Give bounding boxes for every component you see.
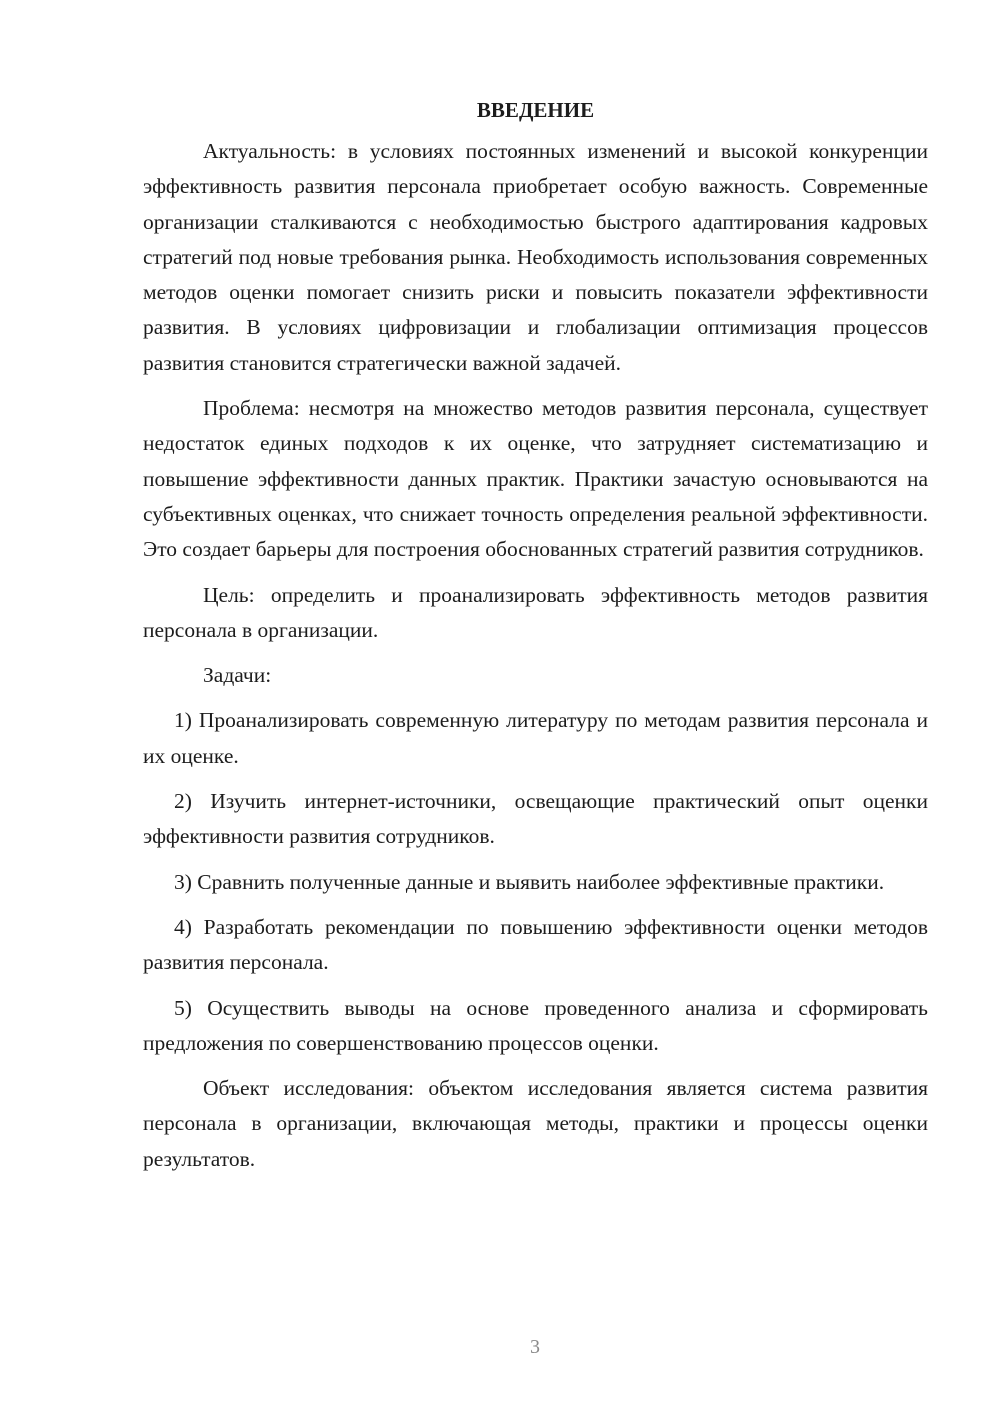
task-item-5: 5) Осуществить выводы на основе проведенного анализа и сформировать предложения по совершенствованию процессов оценки. xyxy=(143,995,928,1055)
section-heading: ВВЕДЕНИЕ xyxy=(476,98,595,122)
task-item-1: 1) Проанализировать современную литературу по методам развития персонала и их оценке. xyxy=(143,708,928,768)
research-object-paragraph: Объект исследования: объектом исследования является система развития персонала в организации, включающая методы, практики и процессы оценки результатов. xyxy=(143,1076,928,1171)
goal-paragraph: Цель: определить и проанализировать эффективность методов развития персонала в организации. xyxy=(143,582,928,642)
page-number: 3 xyxy=(530,1336,540,1358)
tasks-heading: Задачи: xyxy=(203,663,272,688)
task-item-4: 4) Разработать рекомендации по повышению эффективности оценки методов развития персонала. xyxy=(143,914,928,975)
relevance-paragraph: Актуальность: в условиях постоянных изменений и высокой конкуренции эффективность развития персонала приобретает особую важность. Современные организации сталкиваются с необходимостью быстрого адаптирования кадровых стратегий под новые требования рынка. Необходимость использования современных методов оценки помогает снизить риски и повысить показатели эффективности развития. В условиях цифровизации и глобализации оптимизация процессов развития становится стратегически важной задачей. xyxy=(143,139,928,375)
page-content xyxy=(143,93,928,1187)
task-item-3: 3) Сравнить полученные данные и выявить наиболее эффективные практики. xyxy=(174,869,885,894)
task-item-2: 2) Изучить интернет-источники, освещающие практический опыт оценки эффективности развития сотрудников. xyxy=(143,789,928,849)
problem-paragraph: Проблема: несмотря на множество методов развития персонала, существует недостаток единых подходов к их оценке, что затрудняет систематизацию и повышение эффективности данных практик. Практики зачастую основываются на субъективных оценках, что снижает точность определения реальной эффективности. Это создает барьеры для построения обоснованных стратегий развития сотрудников. xyxy=(143,396,928,562)
